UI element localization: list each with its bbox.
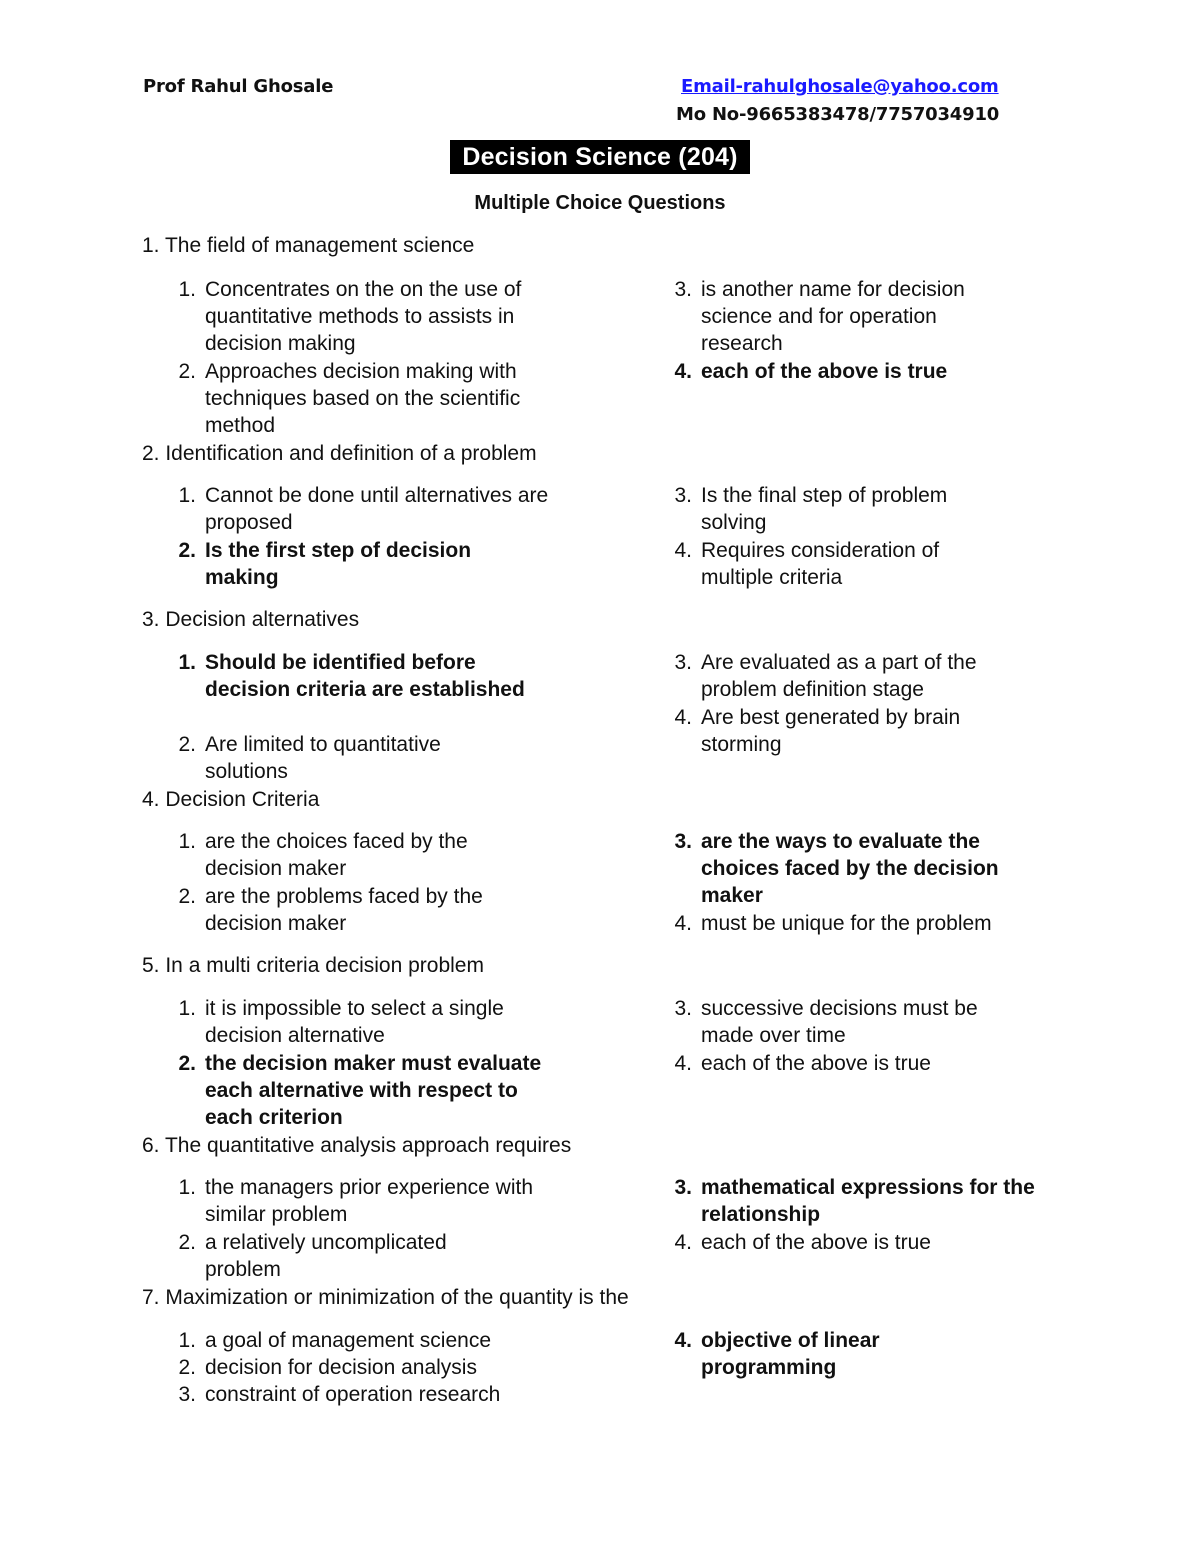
- question-4-option-1: 1. are the choices faced by the decision maker: [178, 830, 468, 881]
- question-3: 3. Decision alternatives: [142, 608, 360, 631]
- page-title: Decision Science (204): [450, 140, 750, 174]
- question-1: 1. The field of management science: [142, 234, 475, 257]
- question-5: 5. In a multi criteria decision problem: [142, 954, 484, 977]
- question-6-option-3: 3. mathematical expressions for the relationship: [674, 1176, 1035, 1227]
- question-3-option-3: 3. Are evaluated as a part of the problem definition stage: [674, 651, 977, 702]
- email-link[interactable]: Email-rahulghosale@yahoo.com: [681, 76, 999, 97]
- question-2-option-1: 1. Cannot be done until alternatives are proposed: [178, 484, 549, 535]
- question-6-option-4: 4. each of the above is true: [674, 1231, 931, 1254]
- question-5-option-4: 4. each of the above is true: [674, 1052, 931, 1075]
- question-4-option-3: 3. are the ways to evaluate the choices faced by the decision maker: [674, 830, 999, 908]
- question-2-option-2: 2. Is the first step of decision making: [178, 539, 472, 590]
- question-7: 7. Maximization or minimization of the quantity is the: [142, 1286, 629, 1309]
- question-1-option-1: 1. Concentrates on the on the use of quantitative methods to assists in decision making: [178, 278, 522, 356]
- question-7-option-1: 1. a goal of management science: [178, 1329, 492, 1352]
- question-6-option-2: 2. a relatively uncomplicated problem: [178, 1231, 447, 1282]
- question-2-option-3: 3. Is the final step of problem solving: [674, 484, 948, 535]
- phone-number: Mo No-9665383478/7757034910: [676, 104, 1000, 125]
- question-5-option-2: 2. the decision maker must evaluate each alternative with respect to each criterion: [178, 1052, 542, 1130]
- question-3-option-4: 4. Are best generated by brain storming: [674, 706, 961, 757]
- question-3-option-1: 1. Should be identified before decision criteria are established: [178, 651, 525, 702]
- question-5-option-3: 3. successive decisions must be made over time: [674, 997, 978, 1048]
- question-7-option-2: 2. decision for decision analysis: [178, 1356, 477, 1379]
- question-4-option-4: 4. must be unique for the problem: [674, 912, 992, 935]
- question-7-option-3: 3. constraint of operation research: [178, 1383, 501, 1406]
- question-1-option-2: 2. Approaches decision making with techniques based on the scientific method: [178, 360, 521, 438]
- question-7-option-4: 4. objective of linear programming: [674, 1329, 880, 1380]
- question-4-option-2: 2. are the problems faced by the decision maker: [178, 885, 483, 936]
- question-5-option-1: 1. it is impossible to select a single decision alternative: [178, 997, 504, 1048]
- author-name: Prof Rahul Ghosale: [143, 76, 334, 97]
- question-1-option-4: 4. each of the above is true: [674, 360, 948, 383]
- question-6-option-1: 1. the managers prior experience with similar problem: [178, 1176, 534, 1227]
- question-2-option-4: 4. Requires consideration of multiple criteria: [674, 539, 940, 590]
- question-2: 2. Identification and definition of a problem: [142, 442, 537, 465]
- question-6: 6. The quantitative analysis approach requires: [142, 1134, 572, 1157]
- question-3-option-2: 2. Are limited to quantitative solutions: [178, 733, 441, 784]
- question-4: 4. Decision Criteria: [142, 788, 320, 811]
- page-subtitle: Multiple Choice Questions: [474, 192, 726, 214]
- question-1-option-3: 3. is another name for decision science and for operation research: [674, 278, 965, 356]
